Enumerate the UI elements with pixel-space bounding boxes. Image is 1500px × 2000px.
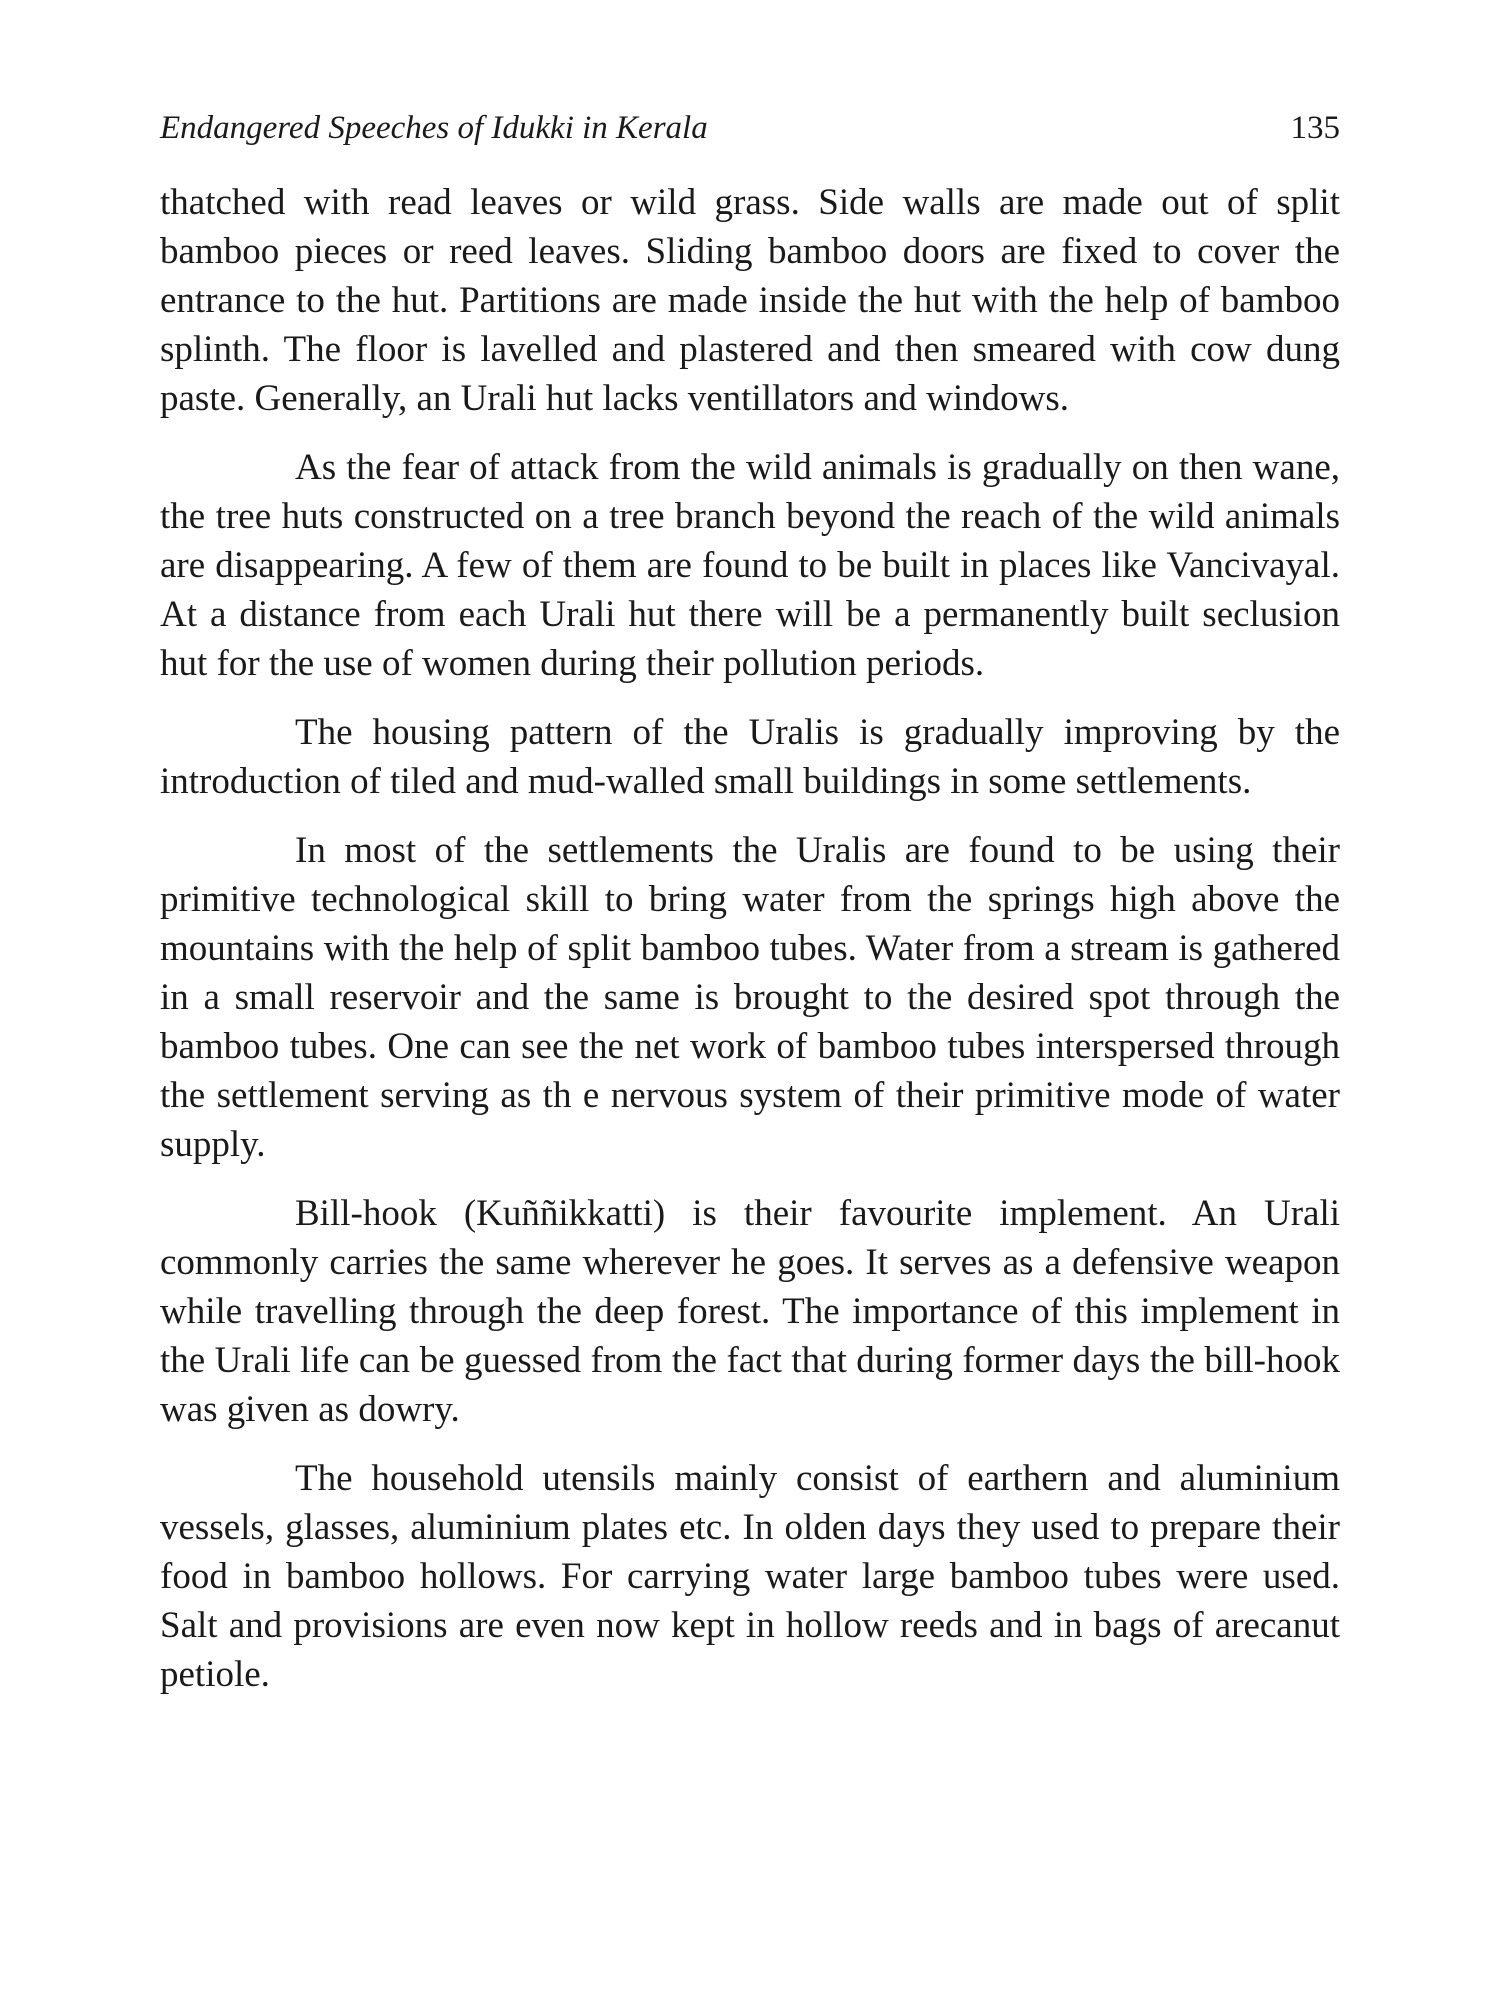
page-number: 135	[1290, 110, 1340, 146]
paragraph-tree-huts: As the fear of attack from the wild animals is gradually on then wane, the tree huts constructed on a tree branch beyond the reach of the wild animals are disappearing. A few of them are found to be built in places like Vancivayal. At a distance from each Urali hut there will be a permanently built seclusion hut for the use of women during their pollution periods.	[160, 447, 1340, 684]
body-text	[160, 178, 1340, 1699]
running-head	[160, 98, 1340, 158]
paragraph-household-utensils: The household utensils mainly consist of earthern and aluminium vessels, glasses, aluminium plates etc. In olden days they used to prepare their food in bamboo hollows. For carrying water large bamboo tubes were used. Salt and provisions are even now kept in hollow reeds and in bags of arecanut petiole.	[160, 1458, 1340, 1695]
book-page	[160, 98, 1340, 1719]
running-title: Endangered Speeches of Idukki in Kerala	[160, 110, 708, 146]
paragraph-water-supply: In most of the settlements the Uralis are found to be using their primitive technological skill to bring water from the springs high above the mountains with the help of split bamboo tubes. Water from a stream is gathered in a small reservoir and the same is brought to the desired spot through the bamboo tubes. One can see the net work of bamboo tubes interspersed through the settlement serving as th e nervous system of their primitive mode of water supply.	[160, 830, 1340, 1165]
paragraph-bill-hook: Bill-hook (Kuññikkatti) is their favourite implement. An Urali commonly carries the same wherever he goes. It serves as a defensive weapon while travelling through the deep forest. The importance of this implement in the Urali life can be guessed from the fact that during former days the bill-hook was given as dowry.	[160, 1193, 1340, 1430]
paragraph-hut-construction: thatched with read leaves or wild grass. Side walls are made out of split bamboo pieces or reed leaves. Sliding bamboo doors are fixed to cover the entrance to the hut. Partitions are made inside the hut with the help of bamboo splinth. The floor is lavelled and plastered and then smeared with cow dung paste. Generally, an Urali hut lacks ventillators and windows.	[160, 182, 1340, 419]
paragraph-housing-pattern: The housing pattern of the Uralis is gradually improving by the introduction of tiled and mud-walled small buildings in some settlements.	[160, 712, 1340, 802]
